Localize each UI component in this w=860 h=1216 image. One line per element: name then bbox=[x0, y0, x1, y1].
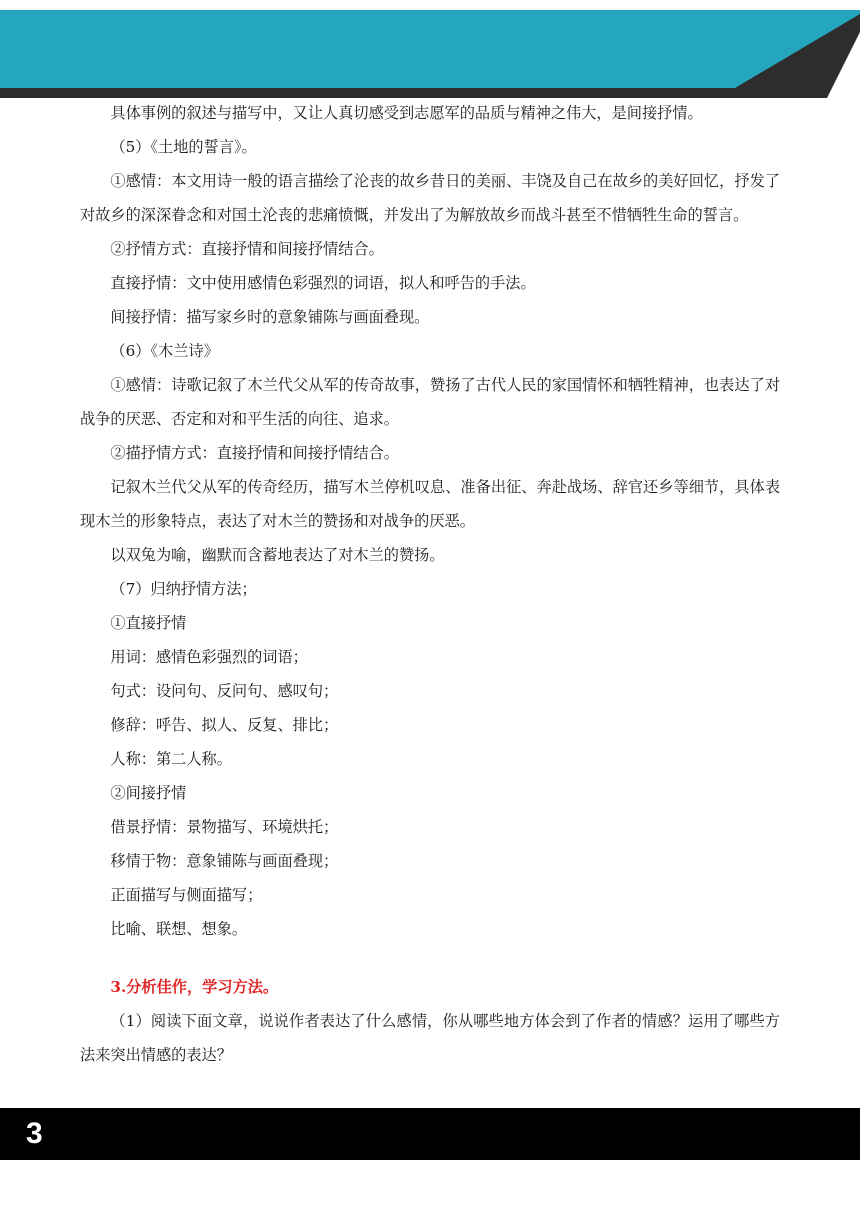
footer-bar bbox=[0, 1108, 860, 1160]
item-7-title: （7）归纳抒情方法； bbox=[110, 580, 257, 598]
item-5-direct: 直接抒情：文中使用感情色彩强烈的词语，拟人和呼告的手法。 bbox=[110, 274, 536, 292]
text-line: 具体事例的叙述与描写中，又让人真切感受到志愿军的品质与精神之伟大，是间接抒情。 bbox=[110, 104, 703, 122]
item-6-detail-2: 以双兔为喻，幽默而含蓄地表达了对木兰的赞扬。 bbox=[110, 546, 445, 564]
indirect-lyric-metaphor: 比喻、联想、想象。 bbox=[110, 920, 248, 938]
direct-lyric-sentences: 句式：设问句、反问句、感叹句； bbox=[110, 682, 339, 700]
direct-lyric-title: ①直接抒情 bbox=[110, 614, 187, 632]
header-teal-band bbox=[0, 10, 860, 88]
document-body bbox=[80, 96, 780, 1072]
direct-lyric-person: 人称：第二人称。 bbox=[110, 750, 232, 768]
page-number: 3 bbox=[26, 1117, 43, 1150]
section-3-title: 3.分析佳作，学习方法。 bbox=[110, 978, 279, 996]
section-3-question-1: （1）阅读下面文章，说说作者表达了什么感情，你从哪些地方体会到了作者的情感？运用了哪些方法来突出情感的表达？ bbox=[80, 1012, 780, 1064]
direct-lyric-words: 用词：感情色彩强烈的词语； bbox=[110, 648, 308, 666]
item-6-title: （6）《木兰诗》 bbox=[110, 342, 219, 360]
item-6-emotion: ①感情：诗歌记叙了木兰代父从军的传奇故事，赞扬了古代人民的家国情怀和牺牲精神，也表达了对战争的厌恶、否定和对和平生活的向往、追求。 bbox=[80, 376, 780, 428]
indirect-lyric-object: 移情于物：意象铺陈与画面叠现； bbox=[110, 852, 339, 870]
item-6-method: ②描抒情方式：直接抒情和间接抒情结合。 bbox=[110, 444, 399, 462]
header-banner bbox=[0, 0, 860, 100]
item-5-title: （5）《土地的誓言》。 bbox=[110, 138, 257, 156]
indirect-lyric-scene: 借景抒情：景物描写、环境烘托； bbox=[110, 818, 339, 836]
item-5-indirect: 间接抒情：描写家乡时的意象铺陈与画面叠现。 bbox=[110, 308, 430, 326]
indirect-lyric-title: ②间接抒情 bbox=[110, 784, 187, 802]
direct-lyric-rhetoric: 修辞：呼告、拟人、反复、排比； bbox=[110, 716, 339, 734]
item-5-method: ②抒情方式：直接抒情和间接抒情结合。 bbox=[110, 240, 384, 258]
indirect-lyric-description: 正面描写与侧面描写； bbox=[110, 886, 263, 904]
item-6-detail-1: 记叙木兰代父从军的传奇经历，描写木兰停机叹息、准备出征、奔赴战场、辞官还乡等细节，具体表现木兰的形象特点，表达了对木兰的赞扬和对战争的厌恶。 bbox=[80, 478, 780, 530]
item-5-emotion: ①感情：本文用诗一般的语言描绘了沦丧的故乡昔日的美丽、丰饶及自己在故乡的美好回忆，抒发了对故乡的深深眷念和对国土沦丧的悲痛愤慨，并发出了为解放故乡而战斗甚至不惜牺牲生命的誓言。 bbox=[80, 172, 780, 224]
section-spacer bbox=[80, 946, 780, 970]
